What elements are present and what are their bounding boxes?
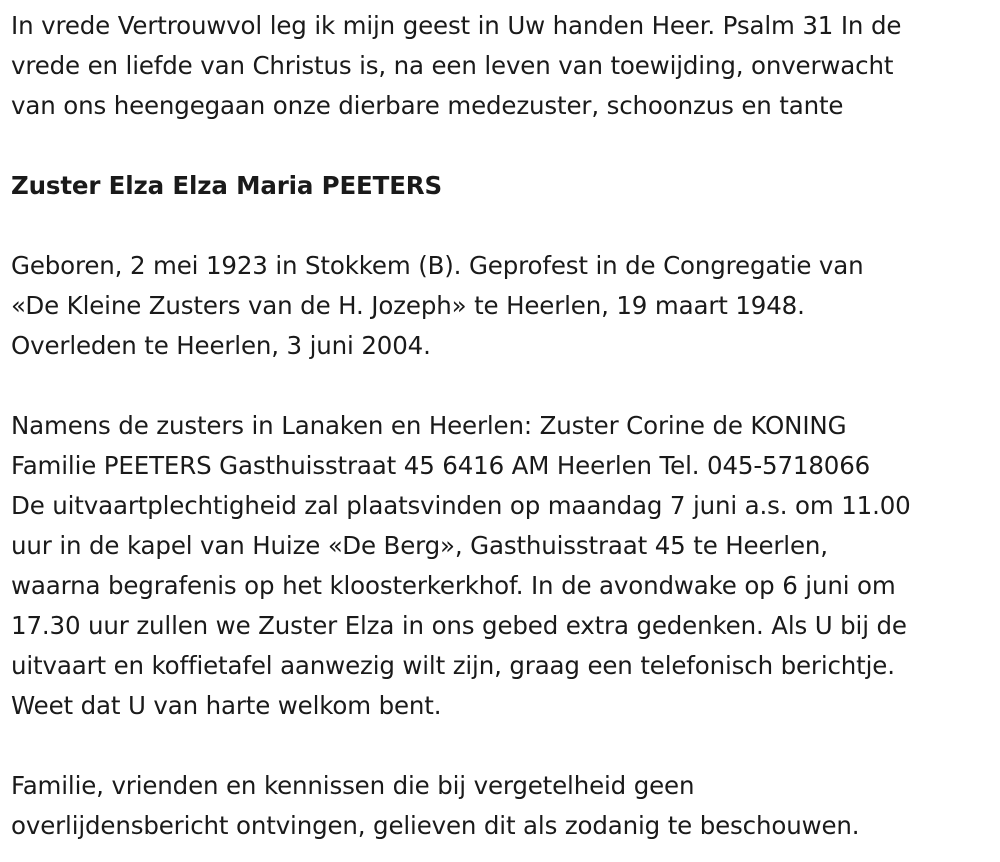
closing-line: Familie, vrienden en kennissen die bij vergetelheid geen (11, 771, 695, 800)
announcement-line: Weet dat U van harte welkom bent. (11, 691, 442, 720)
announcement-line: Familie PEETERS Gasthuisstraat 45 6416 AM Heerlen Tel. 045-5718066 (11, 451, 871, 480)
intro-line: In vrede Vertrouwvol leg ik mijn geest in Uw handen Heer. Psalm 31 In de (11, 11, 902, 40)
announcement-line: Namens de zusters in Lanaken en Heerlen: Zuster Corine de KONING (11, 411, 847, 440)
deceased-name: Zuster Elza Elza Maria PEETERS (11, 171, 442, 200)
closing-paragraph (11, 766, 996, 846)
announcement-paragraph (11, 406, 996, 726)
intro-paragraph (11, 6, 996, 126)
intro-line: vrede en liefde van Christus is, na een leven van toewijding, onverwacht (11, 51, 894, 80)
announcement-line: De uitvaartplechtigheid zal plaatsvinden op maandag 7 juni a.s. om 11.00 (11, 491, 911, 520)
intro-line: van ons heengegaan onze dierbare medezuster, schoonzus en tante (11, 91, 844, 120)
biography-line: Geboren, 2 mei 1923 in Stokkem (B). Geprofest in de Congregatie van (11, 251, 864, 280)
announcement-line: uitvaart en koffietafel aanwezig wilt zijn, graag een telefonisch berichtje. (11, 651, 895, 680)
name-paragraph (11, 166, 996, 206)
obituary-notice (11, 6, 996, 846)
biography-line: «De Kleine Zusters van de H. Jozeph» te Heerlen, 19 maart 1948. (11, 291, 805, 320)
biography-line: Overleden te Heerlen, 3 juni 2004. (11, 331, 431, 360)
closing-line: overlijdensbericht ontvingen, gelieven dit als zodanig te beschouwen. (11, 811, 860, 840)
announcement-line: 17.30 uur zullen we Zuster Elza in ons gebed extra gedenken. Als U bij de (11, 611, 907, 640)
announcement-line: waarna begrafenis op het kloosterkerkhof. In de avondwake op 6 juni om (11, 571, 896, 600)
announcement-line: uur in de kapel van Huize «De Berg», Gasthuisstraat 45 te Heerlen, (11, 531, 828, 560)
biography-paragraph (11, 246, 996, 366)
